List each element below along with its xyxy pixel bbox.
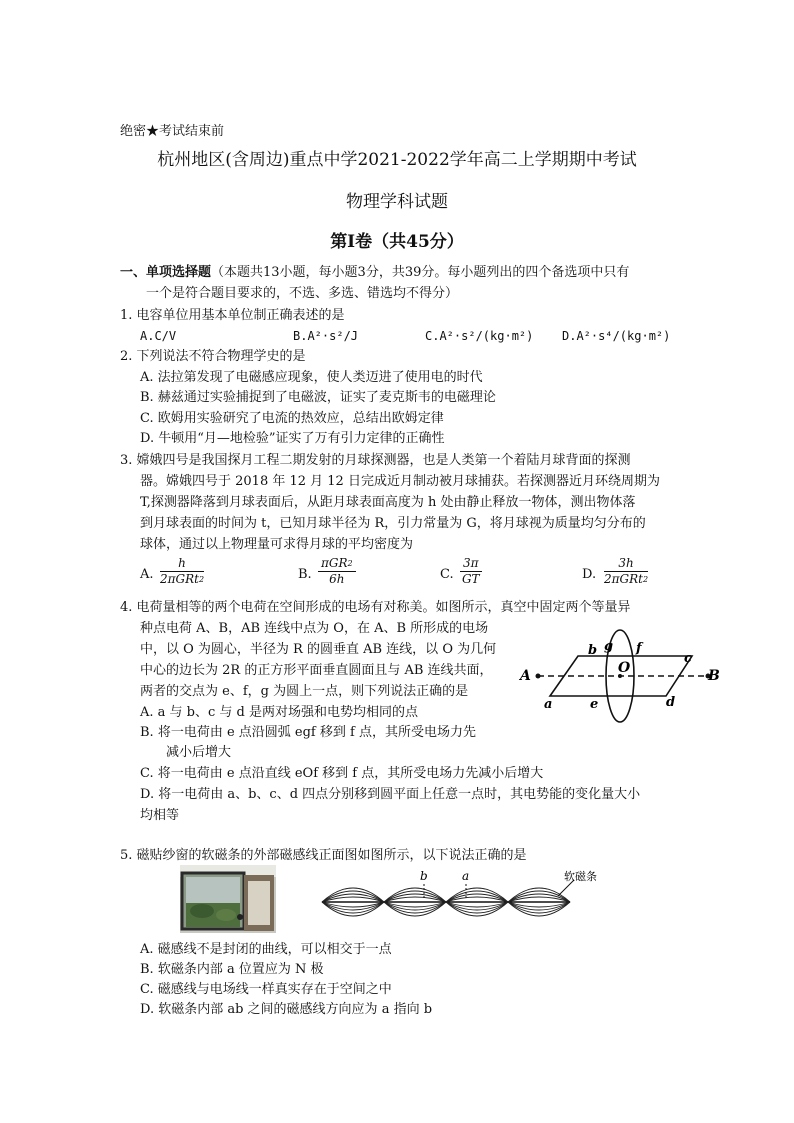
q2-option-c: C. 欧姆用实验研究了电流的热效应，总结出欧姆定律	[140, 411, 444, 426]
q3-option-d-label: D.	[582, 567, 597, 582]
label-e: e	[590, 697, 599, 712]
window-screen-photo	[180, 865, 276, 933]
q4-option-d-line1: D. 将一电荷由 a、b、c、d 四点分别移到圆平面上任意一点时，其电势能的变化量大小	[140, 787, 641, 802]
q1-option-d: D.A²·s⁴/(kg·m²)	[562, 329, 671, 343]
q5-option-c: C. 磁感线与电场线一样真实存在于空间之中	[140, 982, 392, 997]
q3-line3: T,探测器降落到月球表面后，从距月球表面高度为 h 处由静止释放一物体，测出物体落	[140, 495, 636, 510]
q3-option-c-numerator: 3π	[460, 556, 482, 572]
q1-stem: 1. 电容单位用基本单位制正确表述的是	[120, 308, 345, 323]
q3-option-b-numerator: πGR	[321, 556, 348, 570]
label-a-position: a	[462, 869, 470, 883]
q4-option-d-line2: 均相等	[140, 808, 180, 823]
q3-option-a-label: A.	[140, 567, 154, 582]
secret-label: 绝密★考试结束前	[120, 124, 225, 139]
label-c: c	[684, 651, 692, 666]
q1-option-c: C.A²·s²/(kg·m²)	[425, 329, 534, 343]
q3-line2: 器。嫦娥四号于 2018 年 12 月 12 日完成近月制动被月球捕获。若探测器近月环绕周期为	[140, 474, 660, 489]
q3-option-b-fraction	[318, 556, 356, 587]
magnetic-field-diagram	[318, 866, 622, 936]
q4-line3: 中，以 O 为圆心，半径为 R 的圆垂直 AB 连线，以 O 为几何	[140, 642, 497, 657]
q4-electric-field-figure	[516, 626, 722, 746]
q4-line4: 中心的边长为 2R 的正方形平面垂直圆面且与 AB 连线共面，	[140, 663, 493, 678]
label-b: b	[588, 643, 598, 658]
part1-title-bold: 一、单项选择题	[120, 265, 212, 280]
label-d: d	[666, 695, 676, 710]
q2-stem: 2. 下列说法不符合物理学史的是	[120, 349, 306, 364]
q5-stem: 5. 磁贴纱窗的软磁条的外部磁感线正面图如图所示，以下说法正确的是	[120, 848, 527, 863]
soft-magnetic-strip-label: 软磁条	[564, 870, 597, 883]
q3-line1: 3. 嫦娥四号是我国探月工程二期发射的月球探测器，也是人类第一个着陆月球背面的探测	[120, 453, 631, 468]
q2-option-d: D. 牛顿用“月—地检验”证实了万有引力定律的正确性	[140, 431, 445, 446]
q4-line2: 种点电荷 A、B，AB 连线中点为 O，在 A、B 所形成的电场	[140, 621, 489, 636]
q4-option-b-line1: B. 将一电荷由 e 点沿圆弧 egf 移到 f 点，其所受电场力先	[140, 725, 476, 740]
q4-line5: 两者的交点为 e、f，g 为圆上一点，则下列说法正确的是	[140, 684, 469, 699]
label-O: O	[618, 660, 631, 676]
label-g: g	[604, 639, 614, 654]
label-a: a	[544, 697, 553, 712]
q3-option-c-label: C.	[440, 567, 454, 582]
part1-title-rest: （本题共13小题，每小题3分，共39分。每小题列出的四个备选项中只有	[211, 265, 630, 280]
label-f: f	[636, 641, 642, 656]
label-B: B	[708, 668, 720, 684]
q3-option-d-numerator: 3h	[604, 556, 648, 572]
subject-title: 物理学科试题	[346, 192, 448, 212]
q2-option-a: A. 法拉第发现了电磁感应现象，使人类迈进了使用电的时代	[140, 370, 483, 385]
section-title: 第Ⅰ卷（共45分）	[330, 232, 464, 252]
q3-option-b-denominator: 6h	[329, 572, 345, 586]
q3-option-a-exponent: 2	[198, 575, 205, 584]
q3-option-d-denominator: 2πGRt	[604, 572, 643, 586]
q5-option-d: D. 软磁条内部 ab 之间的磁感线方向应为 a 指向 b	[140, 1002, 433, 1017]
q2-option-b: B. 赫兹通过实验捕捉到了电磁波，证实了麦克斯韦的电磁理论	[140, 390, 496, 405]
label-b-position: b	[420, 869, 428, 883]
q4-line1: 4. 电荷量相等的两个电荷在空间形成的电场有对称美。如图所示，真空中固定两个等量异	[120, 600, 631, 615]
q4-option-a: A. a 与 b、c 与 d 是两对场强和电势均相同的点	[140, 705, 418, 720]
label-A: A	[520, 668, 531, 684]
q3-line4: 到月球表面的时间为 t，已知月球半径为 R，引力常量为 G，将月球视为质量均匀分布的	[140, 516, 646, 531]
q3-line5: 球体，通过以上物理量可求得月球的平均密度为	[140, 537, 414, 552]
q3-option-d-exponent: 2	[642, 575, 649, 584]
part1-title-cont: 一个是符合题目要求的，不选、多选、错选均不得分）	[146, 286, 459, 301]
q5-option-b: B. 软磁条内部 a 位置应为 N 极	[140, 962, 324, 977]
part1-heading	[120, 263, 629, 283]
q3-option-a-denominator: 2πGRt	[160, 572, 199, 586]
q1-option-b: B.A²·s²/J	[293, 329, 359, 343]
q4-option-c: C. 将一电荷由 e 点沿直线 eOf 移到 f 点，其所受电场力先减小后增大	[140, 766, 544, 781]
q3-option-a-fraction	[160, 556, 204, 587]
q3-option-c-denominator: GT	[461, 572, 480, 586]
q4-option-b-line2: 减小后增大	[166, 745, 232, 760]
q3-option-c-fraction	[460, 556, 482, 587]
q3-option-b-exponent: 2	[347, 559, 353, 568]
q3-option-d-fraction	[604, 556, 648, 587]
exam-title: 杭州地区(含周边)重点中学2021-2022学年高二上学期期中考试	[157, 150, 637, 170]
charge-a-dot	[536, 674, 541, 679]
q3-option-a-numerator: h	[160, 556, 204, 572]
q5-option-a: A. 磁感线不是封闭的曲线，可以相交于一点	[140, 942, 392, 957]
q3-option-b-label: B.	[298, 567, 312, 582]
q1-option-a: A.C/V	[140, 329, 177, 343]
